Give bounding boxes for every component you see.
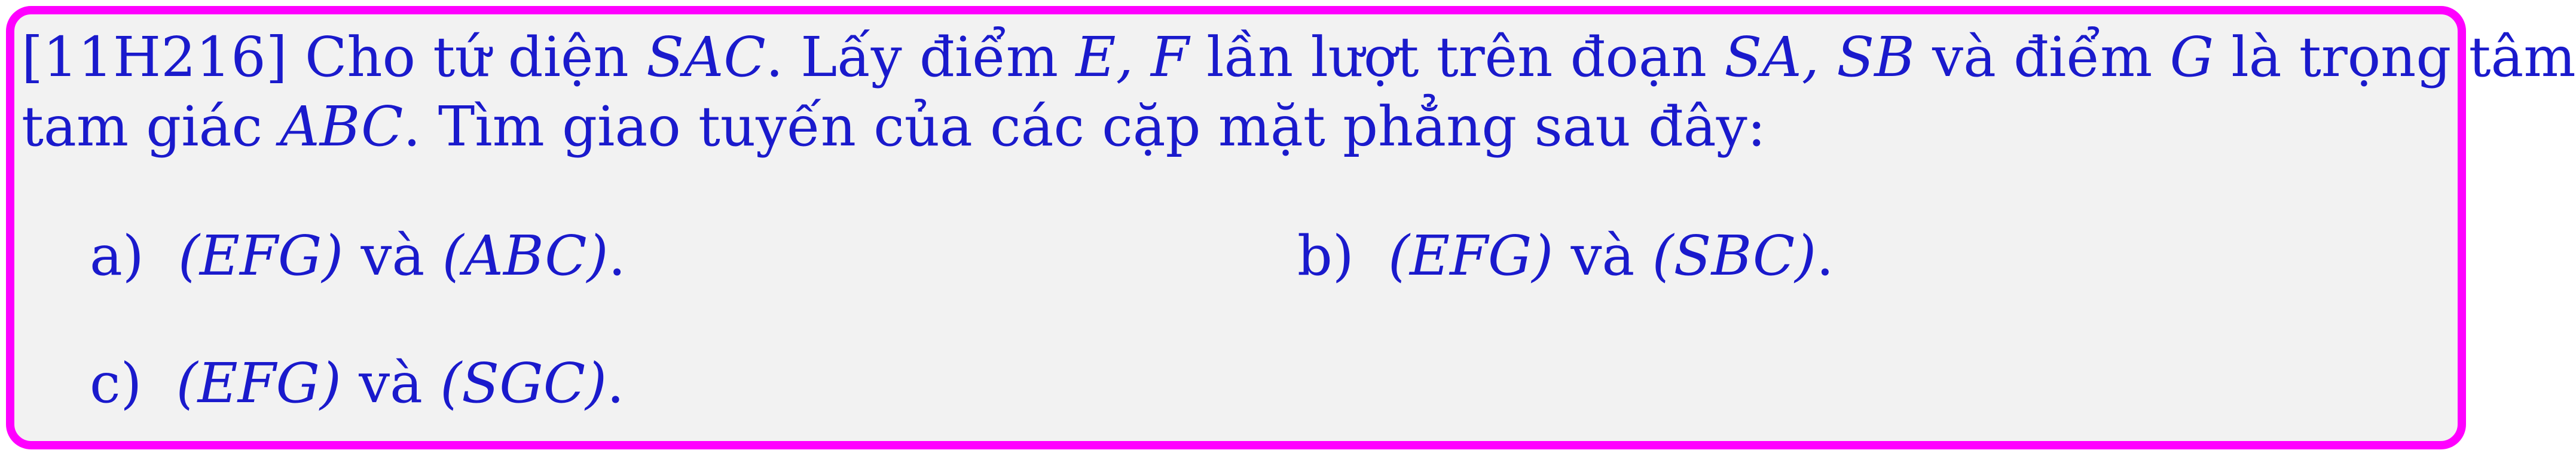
plane-efg: (EFG) bbox=[1388, 224, 1554, 288]
statement-line-2 bbox=[22, 92, 2431, 162]
plane-abc: (ABC) bbox=[442, 224, 609, 288]
math-abc: ABC bbox=[280, 95, 404, 159]
text-fragment: và điểm bbox=[1932, 25, 2153, 89]
math-g: G bbox=[2169, 25, 2214, 89]
text-fragment: . Tìm giao tuyến của các cặp mặt phẳng sau đây: bbox=[403, 95, 1766, 159]
statement-line-1 bbox=[22, 23, 2576, 92]
period: . bbox=[606, 351, 625, 415]
text-fragment: là trọng tâm bbox=[2231, 25, 2576, 89]
subquestion-a bbox=[90, 221, 626, 291]
plane-sgc: (SGC) bbox=[440, 351, 607, 415]
subquestion-label: a) bbox=[90, 224, 144, 288]
conjunction: và bbox=[360, 224, 425, 288]
subquestion-label: c) bbox=[90, 351, 142, 415]
math-ef: E, F bbox=[1075, 25, 1189, 89]
subquestion-c bbox=[90, 349, 624, 418]
conjunction: và bbox=[1570, 224, 1635, 288]
text-fragment: tam giác bbox=[22, 95, 262, 159]
problem-id: [11H216] bbox=[22, 25, 288, 89]
subquestion-label: b) bbox=[1297, 224, 1354, 288]
math-sa-sb: SA, SB bbox=[1724, 25, 1915, 89]
plane-sbc: (SBC) bbox=[1652, 224, 1817, 288]
problem-statement bbox=[22, 23, 2576, 162]
plane-efg: (EFG) bbox=[178, 224, 344, 288]
subquestion-b bbox=[1297, 221, 1834, 291]
conjunction: và bbox=[359, 351, 423, 415]
plane-efg: (EFG) bbox=[176, 351, 341, 415]
period: . bbox=[608, 224, 626, 288]
text-fragment: Cho tứ diện bbox=[304, 25, 629, 89]
math-sac: SAC bbox=[646, 25, 766, 89]
text-fragment: lần lượt trên đoạn bbox=[1206, 25, 1707, 89]
text-fragment: . Lấy điểm bbox=[765, 25, 1059, 89]
period: . bbox=[1816, 224, 1834, 288]
